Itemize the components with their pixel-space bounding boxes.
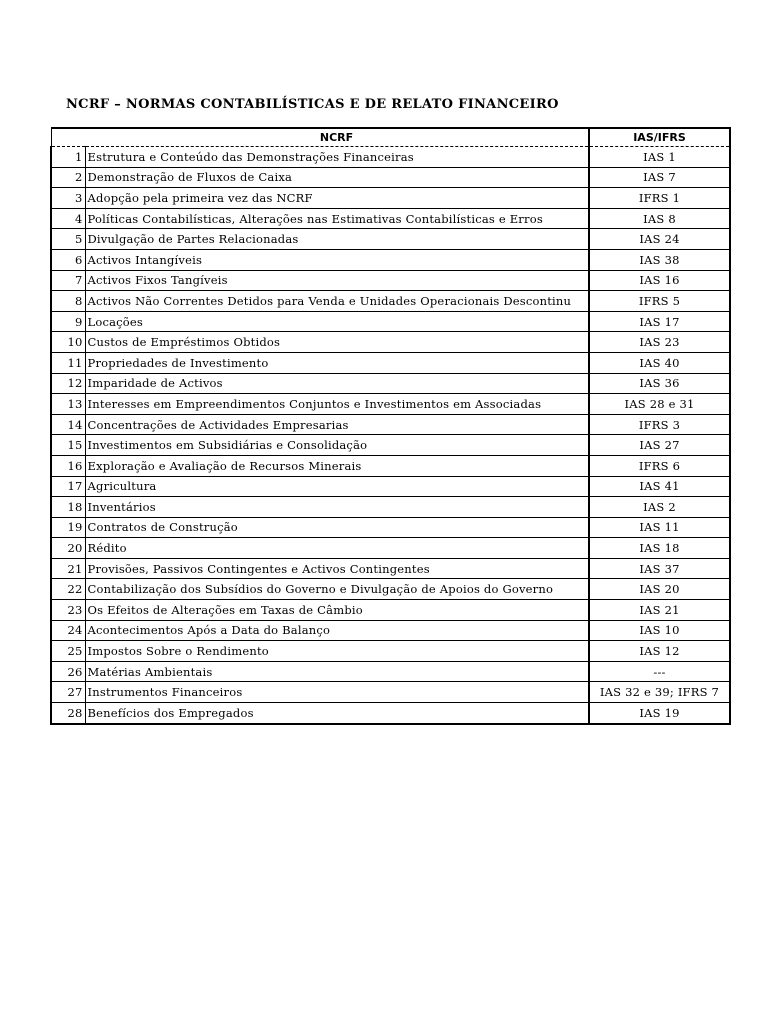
row-number: 8 xyxy=(51,291,85,312)
table-row xyxy=(51,291,730,312)
table-row xyxy=(51,311,730,332)
row-standard-name: Interesses em Empreendimentos Conjuntos e Investimentos em Associadas xyxy=(85,394,589,415)
row-number: 3 xyxy=(51,188,85,209)
row-standard-name: Os Efeitos de Alterações em Taxas de Câmbio xyxy=(85,600,589,621)
row-ias-ifrs: --- xyxy=(589,661,730,682)
row-ias-ifrs: IAS 36 xyxy=(589,373,730,394)
row-ias-ifrs: IAS 28 e 31 xyxy=(589,394,730,415)
row-ias-ifrs: IAS 37 xyxy=(589,558,730,579)
row-number: 14 xyxy=(51,414,85,435)
row-ias-ifrs: IFRS 5 xyxy=(589,291,730,312)
table-row xyxy=(51,373,730,394)
row-standard-name: Inventários xyxy=(85,497,589,518)
row-standard-name: Concentrações de Actividades Empresarias xyxy=(85,414,589,435)
row-standard-name: Provisões, Passivos Contingentes e Activos Contingentes xyxy=(85,558,589,579)
row-number: 28 xyxy=(51,703,85,724)
row-ias-ifrs: IAS 16 xyxy=(589,270,730,291)
row-number: 2 xyxy=(51,167,85,188)
table-row xyxy=(51,229,730,250)
table-row xyxy=(51,600,730,621)
row-number: 26 xyxy=(51,661,85,682)
row-ias-ifrs: IAS 41 xyxy=(589,476,730,497)
row-number: 20 xyxy=(51,538,85,559)
table-row xyxy=(51,188,730,209)
row-standard-name: Divulgação de Partes Relacionadas xyxy=(85,229,589,250)
row-number: 1 xyxy=(51,147,85,168)
table-row xyxy=(51,703,730,724)
row-standard-name: Activos Intangíveis xyxy=(85,249,589,270)
row-ias-ifrs: IAS 1 xyxy=(589,147,730,168)
row-number: 5 xyxy=(51,229,85,250)
row-number: 6 xyxy=(51,249,85,270)
table-row xyxy=(51,249,730,270)
row-standard-name: Políticas Contabilísticas, Alterações nas Estimativas Contabilísticas e Erros xyxy=(85,208,589,229)
header-ias-ifrs: IAS/IFRS xyxy=(589,128,730,147)
document-title: NCRF – NORMAS CONTABILÍSTICAS E DE RELATO FINANCEIRO xyxy=(66,97,559,112)
table-row xyxy=(51,641,730,662)
table-row xyxy=(51,661,730,682)
header-number xyxy=(51,128,85,147)
row-number: 21 xyxy=(51,558,85,579)
row-ias-ifrs: IAS 18 xyxy=(589,538,730,559)
row-number: 13 xyxy=(51,394,85,415)
row-ias-ifrs: IAS 24 xyxy=(589,229,730,250)
row-ias-ifrs: IAS 21 xyxy=(589,600,730,621)
row-ias-ifrs: IAS 19 xyxy=(589,703,730,724)
row-standard-name: Custos de Empréstimos Obtidos xyxy=(85,332,589,353)
table-row xyxy=(51,558,730,579)
row-ias-ifrs: IAS 20 xyxy=(589,579,730,600)
row-standard-name: Activos Não Correntes Detidos para Venda e Unidades Operacionais Descontinu xyxy=(85,291,589,312)
row-ias-ifrs: IAS 23 xyxy=(589,332,730,353)
row-standard-name: Investimentos em Subsidiárias e Consolidação xyxy=(85,435,589,456)
table-row xyxy=(51,538,730,559)
table-row xyxy=(51,167,730,188)
row-standard-name: Instrumentos Financeiros xyxy=(85,682,589,703)
row-ias-ifrs: IAS 7 xyxy=(589,167,730,188)
row-number: 19 xyxy=(51,517,85,538)
table-row xyxy=(51,455,730,476)
row-standard-name: Adopção pela primeira vez das NCRF xyxy=(85,188,589,209)
row-standard-name: Locações xyxy=(85,311,589,332)
row-standard-name: Benefícios dos Empregados xyxy=(85,703,589,724)
row-number: 24 xyxy=(51,620,85,641)
row-number: 23 xyxy=(51,600,85,621)
row-standard-name: Activos Fixos Tangíveis xyxy=(85,270,589,291)
row-standard-name: Contratos de Construção xyxy=(85,517,589,538)
table-row xyxy=(51,270,730,291)
row-ias-ifrs: IAS 38 xyxy=(589,249,730,270)
row-standard-name: Exploração e Avaliação de Recursos Minerais xyxy=(85,455,589,476)
table-row xyxy=(51,414,730,435)
row-standard-name: Impostos Sobre o Rendimento xyxy=(85,641,589,662)
table-row xyxy=(51,147,730,168)
row-number: 25 xyxy=(51,641,85,662)
row-standard-name: Rédito xyxy=(85,538,589,559)
row-number: 4 xyxy=(51,208,85,229)
row-ias-ifrs: IFRS 1 xyxy=(589,188,730,209)
table-row xyxy=(51,476,730,497)
row-ias-ifrs: IAS 2 xyxy=(589,497,730,518)
table-row xyxy=(51,682,730,703)
row-number: 7 xyxy=(51,270,85,291)
row-number: 18 xyxy=(51,497,85,518)
row-standard-name: Matérias Ambientais xyxy=(85,661,589,682)
row-ias-ifrs: IAS 11 xyxy=(589,517,730,538)
table-header-row xyxy=(51,128,730,147)
table-row xyxy=(51,394,730,415)
row-number: 9 xyxy=(51,311,85,332)
row-standard-name: Demonstração de Fluxos de Caixa xyxy=(85,167,589,188)
row-number: 17 xyxy=(51,476,85,497)
table-row xyxy=(51,435,730,456)
row-number: 12 xyxy=(51,373,85,394)
row-standard-name: Acontecimentos Após a Data do Balanço xyxy=(85,620,589,641)
row-number: 22 xyxy=(51,579,85,600)
row-standard-name: Agricultura xyxy=(85,476,589,497)
row-ias-ifrs: IAS 40 xyxy=(589,352,730,373)
row-ias-ifrs: IAS 32 e 39; IFRS 7 xyxy=(589,682,730,703)
table-row xyxy=(51,517,730,538)
table-row xyxy=(51,352,730,373)
table-row xyxy=(51,497,730,518)
row-number: 11 xyxy=(51,352,85,373)
row-ias-ifrs: IAS 12 xyxy=(589,641,730,662)
table-row xyxy=(51,332,730,353)
table-row xyxy=(51,208,730,229)
table-body xyxy=(51,147,730,724)
row-number: 10 xyxy=(51,332,85,353)
row-standard-name: Propriedades de Investimento xyxy=(85,352,589,373)
row-ias-ifrs: IFRS 3 xyxy=(589,414,730,435)
table-row xyxy=(51,620,730,641)
row-number: 16 xyxy=(51,455,85,476)
row-ias-ifrs: IAS 8 xyxy=(589,208,730,229)
row-standard-name: Contabilização dos Subsídios do Governo e Divulgação de Apoios do Governo xyxy=(85,579,589,600)
row-standard-name: Estrutura e Conteúdo das Demonstrações Financeiras xyxy=(85,147,589,168)
row-ias-ifrs: IFRS 6 xyxy=(589,455,730,476)
row-number: 27 xyxy=(51,682,85,703)
row-standard-name: Imparidade de Activos xyxy=(85,373,589,394)
row-number: 15 xyxy=(51,435,85,456)
row-ias-ifrs: IAS 10 xyxy=(589,620,730,641)
header-ncrf: NCRF xyxy=(85,128,589,147)
table-row xyxy=(51,579,730,600)
row-ias-ifrs: IAS 17 xyxy=(589,311,730,332)
ncrf-table xyxy=(50,127,731,725)
row-ias-ifrs: IAS 27 xyxy=(589,435,730,456)
